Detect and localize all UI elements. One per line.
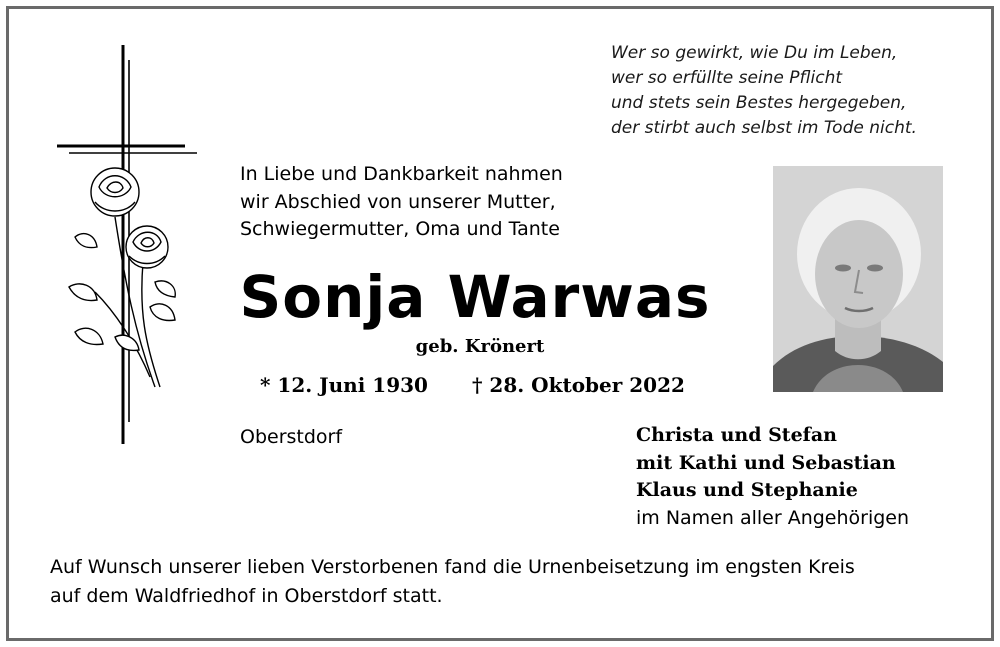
- mourners: [636, 422, 966, 532]
- mourner-line: Christa und Stefan: [636, 424, 837, 446]
- place: Oberstdorf: [240, 426, 343, 448]
- poem: [611, 41, 971, 141]
- poem-line: Wer so gewirkt, wie Du im Leben,: [611, 43, 898, 63]
- burial-notice: [50, 553, 970, 611]
- poem-line: der stirbt auch selbst im Tode nicht.: [611, 118, 917, 138]
- intro-text: [240, 161, 660, 244]
- mourner-line: mit Kathi und Sebastian: [636, 451, 896, 474]
- poem-line: und stets sein Bestes hergegeben,: [611, 93, 907, 113]
- notice-line: Auf Wunsch unserer lieben Verstorbenen fand die Urnenbeisetzung im engsten Kreis: [50, 556, 855, 578]
- intro-line: wir Abschied von unserer Mutter,: [240, 190, 556, 213]
- portrait-photo: [773, 166, 943, 392]
- intro-line: Schwiegermutter, Oma und Tante: [240, 218, 560, 240]
- poem-line: wer so erfüllte seine Pflicht: [611, 68, 843, 88]
- life-dates: [260, 370, 720, 400]
- intro-line: In Liebe und Dankbarkeit nahmen: [240, 163, 563, 185]
- birth-name: geb. Krönert: [415, 336, 545, 357]
- mourners-closing: im Namen aller Angehörigen: [636, 506, 910, 529]
- death-date: † 28. Oktober 2022: [472, 373, 685, 397]
- mourner-line: Klaus und Stephanie: [636, 479, 858, 501]
- birth-date: * 12. Juni 1930: [260, 373, 428, 397]
- cross-with-roses-icon: [55, 42, 205, 447]
- deceased-name: Sonja Warwas: [239, 263, 711, 331]
- notice-line: auf dem Waldfriedhof in Oberstdorf statt.: [50, 585, 443, 607]
